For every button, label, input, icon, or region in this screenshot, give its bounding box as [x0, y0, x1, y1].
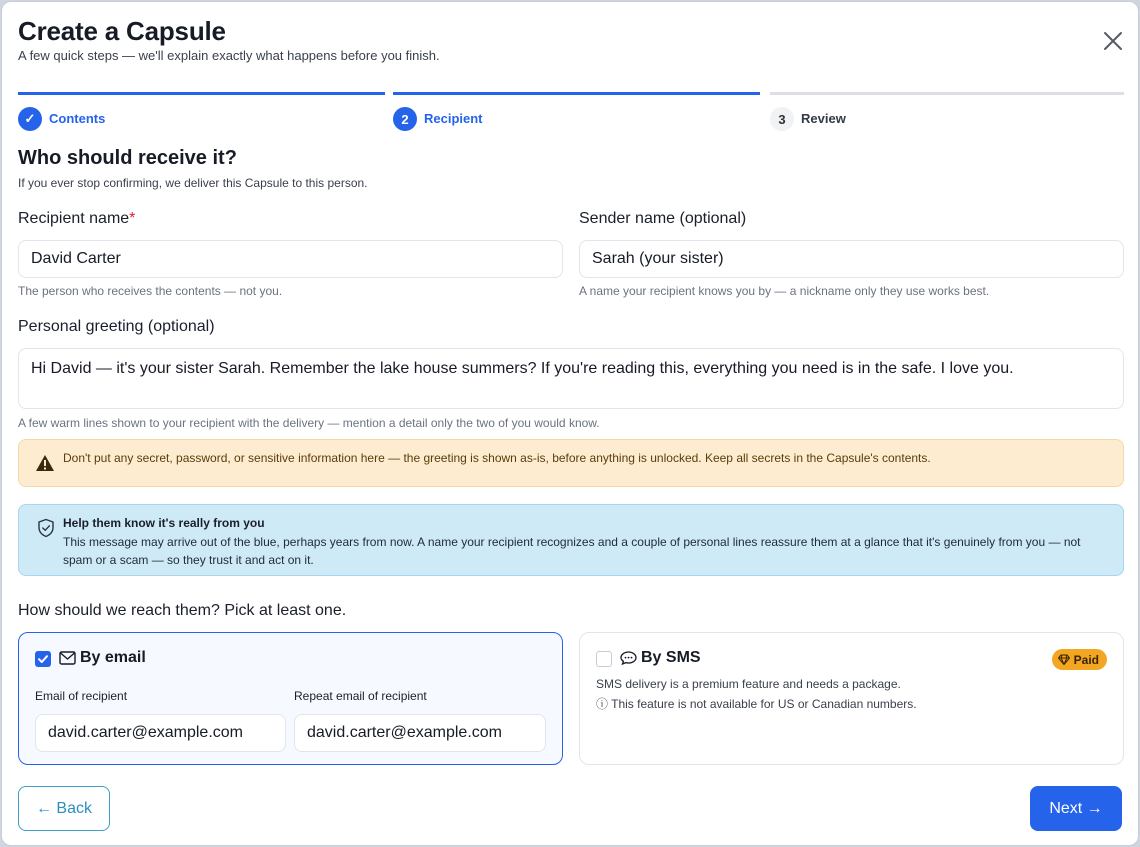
required-mark: * [129, 210, 136, 227]
step-review[interactable] [770, 92, 1124, 132]
step-progress-bar [770, 92, 1124, 95]
greeting-label: Personal greeting (optional) [18, 318, 215, 335]
info-alert [18, 504, 1124, 576]
stepper [18, 92, 1124, 132]
sms-option-title: By SMS [620, 649, 701, 667]
sms-checkbox[interactable] [596, 651, 612, 667]
create-capsule-dialog [1, 1, 1139, 846]
dialog-subtitle: A few quick steps — we'll explain exactly what happens before you finish. [18, 48, 440, 63]
next-button[interactable]: Next → [1030, 786, 1122, 831]
recipient-name-label: Recipient name* [18, 210, 136, 227]
info-title: Help them know it's really from you [63, 516, 265, 530]
info-body: This message may arrive out of the blue, perhaps years from now. A name your recipient recognizes and a couple of personal lines reassure them at a glance that it's genuinely from you — not spam or a scam — so they trust it and act on it. [63, 535, 1081, 567]
warning-text: Don't put any secret, password, or sensitive information here — the greeting is shown as-is, before anything is unlocked. Keep all secrets in the Capsule's contents. [63, 451, 931, 465]
greeting-textarea[interactable]: Hi David — it's your sister Sarah. Remember the lake house summers? If you're reading this, everything you need is in the safe. I love you. [18, 348, 1124, 409]
chat-bubble-icon [620, 651, 637, 665]
sender-name-label: Sender name (optional) [579, 210, 747, 227]
recipient-name-input[interactable]: David Carter [18, 240, 563, 278]
section-description: If you ever stop confirming, we deliver this Capsule to this person. [18, 176, 368, 190]
step-number: 3 [770, 107, 794, 131]
step-progress-bar [393, 92, 760, 95]
repeat-email-input[interactable]: david.carter@example.com [294, 714, 546, 752]
warning-alert [18, 439, 1124, 487]
back-button[interactable]: ← Back [18, 786, 110, 831]
check-icon: ✓ [18, 107, 42, 131]
reach-heading: How should we reach them? Pick at least one. [18, 602, 347, 619]
step-label: Contents [49, 111, 106, 126]
step-label: Recipient [424, 111, 483, 126]
dialog-title: Create a Capsule [18, 16, 226, 46]
envelope-icon [59, 651, 76, 665]
paid-badge: Paid [1052, 649, 1107, 670]
shield-check-icon [36, 518, 56, 538]
sender-name-input[interactable]: Sarah (your sister) [579, 240, 1124, 278]
gem-icon [1058, 654, 1070, 665]
sms-availability-note: ⓘ This feature is not available for US or Canadian numbers. [596, 697, 917, 711]
email-label: Email of recipient [35, 689, 128, 703]
warning-icon [35, 454, 55, 472]
sender-name-hint: A name your recipient knows you by — a nickname only they use works best. [579, 284, 990, 298]
close-button[interactable] [1102, 30, 1124, 52]
step-number: 2 [393, 107, 417, 131]
step-contents[interactable] [18, 92, 385, 132]
sms-option-card[interactable] [579, 632, 1124, 765]
section-heading: Who should receive it? [18, 147, 237, 169]
email-option-title: By email [59, 649, 146, 667]
email-option-card[interactable] [18, 632, 563, 765]
sms-premium-note: SMS delivery is a premium feature and needs a package. [596, 677, 901, 691]
close-icon [1102, 30, 1124, 52]
email-input[interactable]: david.carter@example.com [35, 714, 286, 752]
greeting-hint: A few warm lines shown to your recipient with the delivery — mention a detail only the two of you would know. [18, 416, 600, 430]
repeat-email-label: Repeat email of recipient [294, 689, 427, 703]
email-checkbox[interactable] [35, 651, 51, 667]
step-recipient[interactable] [393, 92, 760, 132]
recipient-name-hint: The person who receives the contents — not you. [18, 284, 283, 298]
step-progress-bar [18, 92, 385, 95]
check-icon [37, 653, 49, 665]
step-label: Review [801, 111, 846, 126]
